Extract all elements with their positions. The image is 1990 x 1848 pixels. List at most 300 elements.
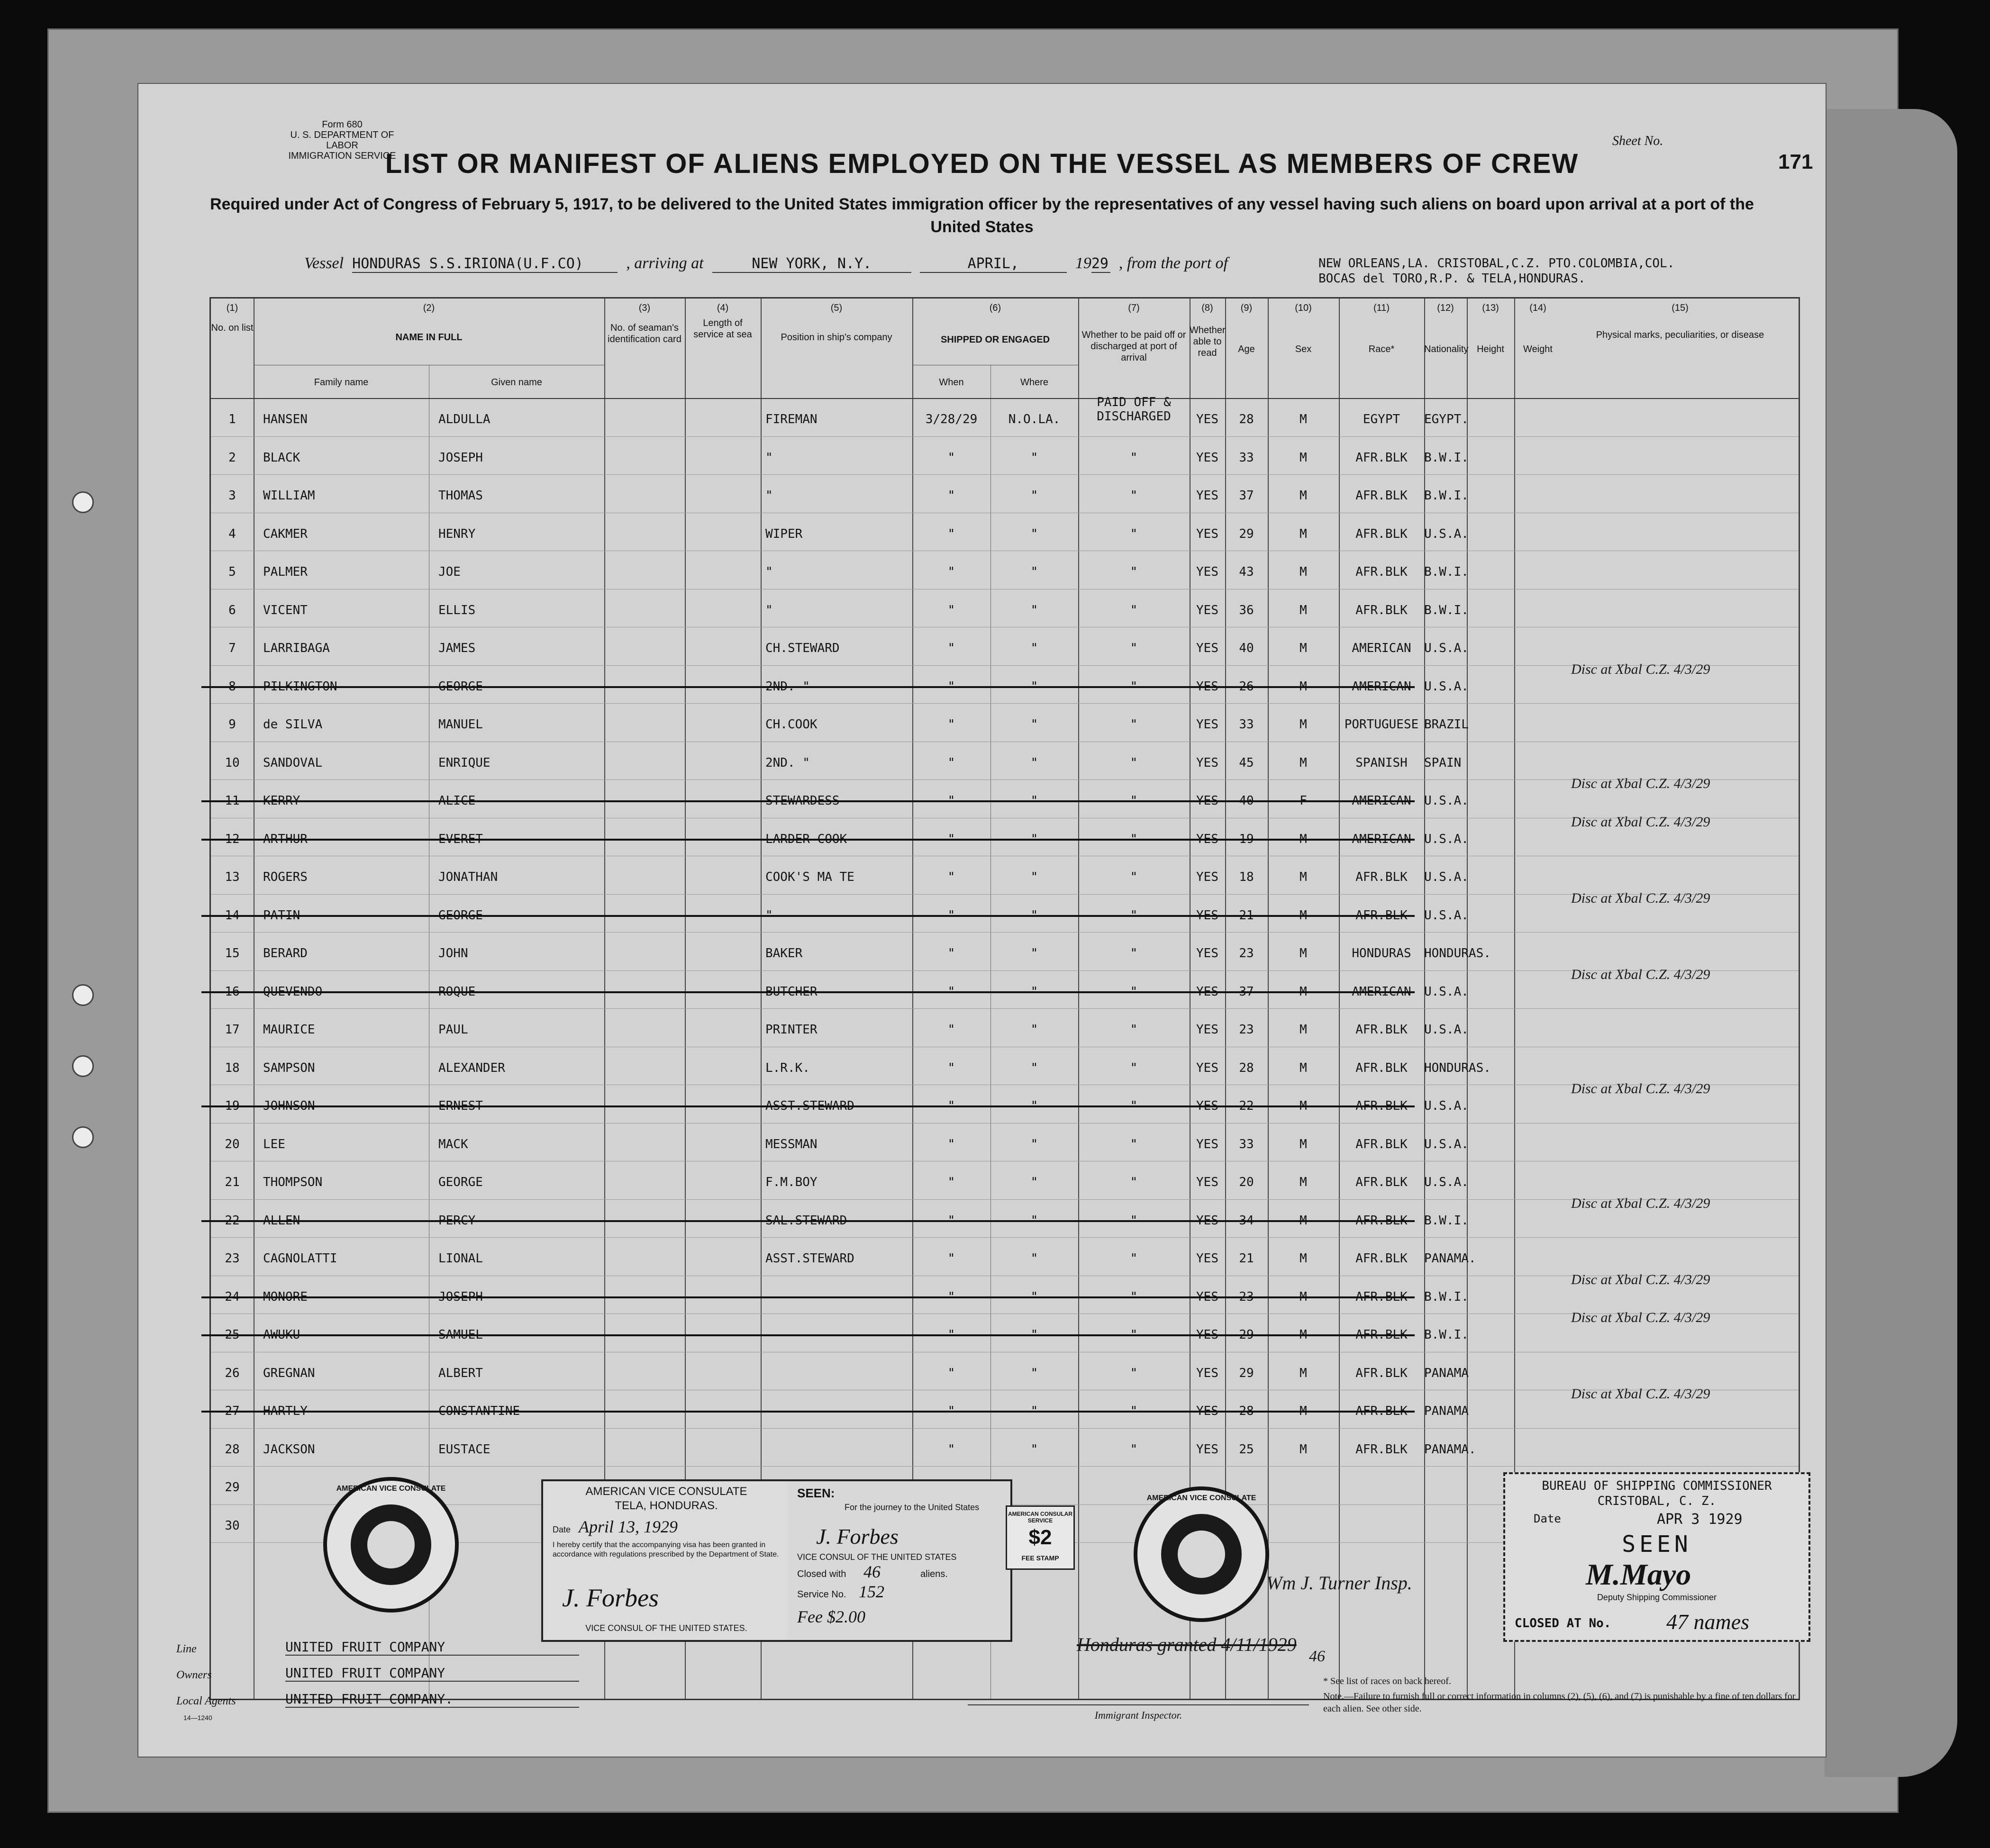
table-row xyxy=(211,1047,1799,1085)
table-row xyxy=(211,932,1799,970)
position: FIREMAN xyxy=(765,412,818,426)
seen-signature: J. Forbes xyxy=(816,1524,899,1549)
position: ASST.STEWARD xyxy=(765,1251,854,1266)
able-to-read: YES xyxy=(1196,755,1218,770)
race: EGYPT xyxy=(1363,412,1400,426)
nationality: PANAMA xyxy=(1424,1404,1469,1418)
age: 29 xyxy=(1239,1366,1254,1380)
closed-with-label: Closed with xyxy=(797,1569,846,1579)
paid-off: " xyxy=(1130,946,1138,960)
nationality: B.W.I. xyxy=(1424,450,1469,465)
table-row xyxy=(211,1237,1799,1275)
row-number: 30 xyxy=(225,1518,240,1533)
consulate-date-label: Date xyxy=(553,1525,571,1534)
position: " xyxy=(765,908,773,923)
given-name: ALBERT xyxy=(438,1366,483,1380)
shipped-when: " xyxy=(947,717,955,732)
race: AMERICAN xyxy=(1352,794,1411,808)
shipped-when: " xyxy=(947,984,955,999)
nationality: B.W.I. xyxy=(1424,565,1469,579)
seal-text-left: AMERICAN VICE CONSULATE xyxy=(336,1485,446,1493)
given-name: EVERET xyxy=(438,832,483,846)
col-10-number: (10) xyxy=(1295,303,1312,313)
col-14-number: (14) xyxy=(1529,303,1546,313)
nationality: U.S.A. xyxy=(1424,984,1469,999)
shipped-when: " xyxy=(947,603,955,617)
age: 28 xyxy=(1239,412,1254,426)
bureau-seen: SEEN xyxy=(1622,1531,1692,1558)
col-where: Where xyxy=(1020,377,1048,388)
given-name: JOSEPH xyxy=(438,1289,483,1304)
row-number: 17 xyxy=(225,1023,240,1037)
row-number: 24 xyxy=(225,1289,240,1304)
position: WIPER xyxy=(765,526,803,541)
family-name: HANSEN xyxy=(263,412,308,426)
discharge-remark: Disc at Xbal C.Z. 4/3/29 xyxy=(1571,1310,1710,1325)
shipping-commissioner-stamp xyxy=(1503,1472,1810,1642)
position: STEWARDESS xyxy=(765,794,840,808)
paid-off: " xyxy=(1130,832,1138,846)
family-name: HARTLY xyxy=(263,1404,308,1418)
row-number: 16 xyxy=(225,984,240,999)
able-to-read: YES xyxy=(1196,1099,1218,1113)
row-number: 12 xyxy=(225,832,240,846)
given-name: ELLIS xyxy=(438,603,476,617)
position: " xyxy=(765,565,773,579)
table-row xyxy=(211,894,1799,932)
age: 33 xyxy=(1239,717,1254,732)
family-name: MAURICE xyxy=(263,1023,315,1037)
nationality: BRAZIL xyxy=(1424,717,1469,732)
fee-stamp xyxy=(1006,1505,1075,1570)
row-number: 9 xyxy=(228,717,236,732)
able-to-read: YES xyxy=(1196,1213,1218,1228)
family-name: MONORE xyxy=(263,1289,308,1304)
given-name: JOHN xyxy=(438,946,468,960)
agents-value: UNITED FRUIT COMPANY. xyxy=(285,1691,579,1708)
race: AMERICAN xyxy=(1352,984,1411,999)
sex: M xyxy=(1299,412,1307,426)
paid-off: " xyxy=(1130,450,1138,465)
race: AFR.BLK xyxy=(1355,870,1408,884)
able-to-read: YES xyxy=(1196,1137,1218,1151)
family-name: SANDOVAL xyxy=(263,755,323,770)
table-row xyxy=(211,856,1799,894)
manifest-page xyxy=(137,83,1826,1757)
row-number: 13 xyxy=(225,870,240,884)
family-name: LARRIBAGA xyxy=(263,641,330,655)
shipped-when: " xyxy=(947,1328,955,1342)
races-note: * See list of races on back hereof. xyxy=(1323,1676,1451,1686)
race: AFR.BLK xyxy=(1355,603,1408,617)
family-name: KERRY xyxy=(263,794,300,808)
able-to-read: YES xyxy=(1196,603,1218,617)
col-age: Age xyxy=(1238,344,1255,354)
discharge-remark: Disc at Xbal C.Z. 4/3/29 xyxy=(1571,1386,1710,1402)
given-name: THOMAS xyxy=(438,489,483,503)
table-row xyxy=(211,970,1799,1008)
paid-off: " xyxy=(1130,794,1138,808)
discharge-remark: Disc at Xbal C.Z. 4/3/29 xyxy=(1571,1271,1710,1287)
form-code: 14—1240 xyxy=(183,1714,212,1721)
commissioner-signature: M.Mayo xyxy=(1586,1558,1691,1591)
row-number: 21 xyxy=(225,1175,240,1189)
shipped-when: " xyxy=(947,832,955,846)
age: 43 xyxy=(1239,565,1254,579)
sex: M xyxy=(1299,1099,1307,1113)
sex: M xyxy=(1299,489,1307,503)
paid-off: " xyxy=(1130,1442,1138,1457)
race: AFR.BLK xyxy=(1355,1328,1408,1342)
col-when: When xyxy=(939,377,964,388)
shipped-where: " xyxy=(1030,1328,1038,1342)
discharge-remark: Disc at Xbal C.Z. 4/3/29 xyxy=(1571,1195,1710,1211)
table-row xyxy=(211,1390,1799,1428)
shipped-where: N.O.LA. xyxy=(1008,412,1061,426)
shipped-when: " xyxy=(947,908,955,923)
fee-stamp-bottom: FEE STAMP xyxy=(1021,1554,1059,1562)
line-label: Line xyxy=(176,1643,197,1655)
shipped-where: " xyxy=(1030,717,1038,732)
row-number: 22 xyxy=(225,1213,240,1228)
able-to-read: YES xyxy=(1196,984,1218,999)
table-row xyxy=(211,1085,1799,1123)
closed-unit: aliens. xyxy=(920,1569,948,1579)
family-name: de SILVA xyxy=(263,717,323,732)
row-number: 7 xyxy=(228,641,236,655)
inspector-signature-line xyxy=(968,1704,1309,1705)
sex: M xyxy=(1299,1060,1307,1075)
given-name: GEORGE xyxy=(438,679,483,694)
sex: M xyxy=(1299,870,1307,884)
sex: M xyxy=(1299,1366,1307,1380)
able-to-read: YES xyxy=(1196,412,1218,426)
family-name: VICENT xyxy=(263,603,308,617)
shipped-where: " xyxy=(1030,794,1038,808)
shipped-when: " xyxy=(947,870,955,884)
age: 45 xyxy=(1239,755,1254,770)
age: 28 xyxy=(1239,1060,1254,1075)
col-paid-off: Whether to be paid off or discharged at port of arrival xyxy=(1081,330,1186,363)
shipped-when: " xyxy=(947,1442,955,1457)
discharge-remark: Disc at Xbal C.Z. 4/3/29 xyxy=(1571,1081,1710,1096)
agents-label: Local Agents xyxy=(176,1695,236,1707)
age: 22 xyxy=(1239,1099,1254,1113)
given-name: GEORGE xyxy=(438,908,483,923)
age: 25 xyxy=(1239,1442,1254,1457)
nationality: U.S.A. xyxy=(1424,794,1469,808)
family-name: SAMPSON xyxy=(263,1060,315,1075)
age: 21 xyxy=(1239,908,1254,923)
given-name: LIONAL xyxy=(438,1251,483,1266)
shipped-when: " xyxy=(947,1289,955,1304)
shipped-where: " xyxy=(1030,1137,1038,1151)
sex: M xyxy=(1299,1289,1307,1304)
consul-title: VICE CONSUL OF THE UNITED STATES. xyxy=(585,1623,747,1633)
age: 23 xyxy=(1239,1023,1254,1037)
able-to-read: YES xyxy=(1196,641,1218,655)
sex: M xyxy=(1299,908,1307,923)
shipped-where: " xyxy=(1030,489,1038,503)
able-to-read: YES xyxy=(1196,1366,1218,1380)
position: F.M.BOY xyxy=(765,1175,818,1189)
able-to-read: YES xyxy=(1196,832,1218,846)
shipped-where: " xyxy=(1030,1175,1038,1189)
family-name: ROGERS xyxy=(263,870,308,884)
sex: M xyxy=(1299,641,1307,655)
row-number: 19 xyxy=(225,1099,240,1113)
paid-off: " xyxy=(1130,1289,1138,1304)
able-to-read: YES xyxy=(1196,526,1218,541)
line-value: UNITED FRUIT COMPANY xyxy=(285,1639,579,1656)
vessel-label: Vessel xyxy=(304,254,344,272)
able-to-read: YES xyxy=(1196,1328,1218,1342)
race: PORTUGUESE xyxy=(1344,717,1419,732)
given-name: JOSEPH xyxy=(438,450,483,465)
table-row xyxy=(211,395,1799,436)
sex: M xyxy=(1299,565,1307,579)
nationality: U.S.A. xyxy=(1424,641,1469,655)
row-number: 28 xyxy=(225,1442,240,1457)
able-to-read: YES xyxy=(1196,946,1218,960)
ports-line-1: NEW ORLEANS,LA. CRISTOBAL,C.Z. PTO.COLOMBIA,COL. xyxy=(1318,256,1675,271)
table-row xyxy=(211,742,1799,779)
paid-off: " xyxy=(1130,679,1138,694)
nationality: B.W.I. xyxy=(1424,1289,1469,1304)
race: AFR.BLK xyxy=(1355,1213,1408,1228)
voyage-line xyxy=(304,254,1228,273)
closed-at-label: CLOSED AT No. xyxy=(1515,1616,1611,1631)
age: 33 xyxy=(1239,450,1254,465)
discharge-remark: Disc at Xbal C.Z. 4/3/29 xyxy=(1571,890,1710,906)
given-name: GEORGE xyxy=(438,1175,483,1189)
nationality: SPAIN xyxy=(1424,755,1462,770)
row-number: 29 xyxy=(225,1480,240,1495)
row-number: 15 xyxy=(225,946,240,960)
race: AMERICAN xyxy=(1352,641,1411,655)
sex: M xyxy=(1299,1251,1307,1266)
race: AFR.BLK xyxy=(1355,1442,1408,1457)
table-row xyxy=(211,1161,1799,1199)
given-name: JONATHAN xyxy=(438,870,498,884)
paid-off: " xyxy=(1130,984,1138,999)
row-number: 1 xyxy=(228,412,236,426)
shipped-where: " xyxy=(1030,1023,1038,1037)
discharge-remark: Disc at Xbal C.Z. 4/3/29 xyxy=(1571,776,1710,791)
race: AFR.BLK xyxy=(1355,565,1408,579)
sex: M xyxy=(1299,603,1307,617)
paid-off: " xyxy=(1130,870,1138,884)
sex: M xyxy=(1299,1213,1307,1228)
shipped-when: " xyxy=(947,526,955,541)
nationality: U.S.A. xyxy=(1424,1099,1469,1113)
row-number: 3 xyxy=(228,489,236,503)
col-weight: Weight xyxy=(1523,344,1553,354)
table-row xyxy=(211,627,1799,665)
shipped-where: " xyxy=(1030,565,1038,579)
consulate-place: TELA, HONDURAS. xyxy=(615,1499,718,1512)
page-title: LIST OR MANIFEST OF ALIENS EMPLOYED ON THE VESSEL AS MEMBERS OF CREW xyxy=(385,148,1579,179)
table-row xyxy=(211,1199,1799,1237)
closed-with-value: 46 xyxy=(863,1562,881,1581)
sex: M xyxy=(1299,832,1307,846)
family-name: LEE xyxy=(263,1137,285,1151)
shipped-when: " xyxy=(947,1060,955,1075)
sex: M xyxy=(1299,1442,1307,1457)
nationality: PANAMA xyxy=(1424,1366,1469,1380)
shipped-when: " xyxy=(947,1366,955,1380)
col-1-number: (1) xyxy=(226,303,238,313)
age: 34 xyxy=(1239,1213,1254,1228)
eagle-emblem-icon xyxy=(367,1521,415,1568)
col-length-service: Length of service at sea xyxy=(693,318,752,340)
shipped-when: " xyxy=(947,946,955,960)
family-name: AWUKU xyxy=(263,1328,300,1342)
sex: M xyxy=(1299,1023,1307,1037)
shipped-when: " xyxy=(947,641,955,655)
nationality: U.S.A. xyxy=(1424,526,1469,541)
col-position: Position in ship's company xyxy=(781,332,892,343)
shipped-where: " xyxy=(1030,1404,1038,1418)
race: AFR.BLK xyxy=(1355,1175,1408,1189)
given-name: ROQUE xyxy=(438,984,476,999)
sex: M xyxy=(1299,450,1307,465)
nationality: HONDURAS. xyxy=(1424,1060,1491,1075)
back-page-edge xyxy=(1825,109,1957,1777)
shipped-when: " xyxy=(947,679,955,694)
page-hole xyxy=(72,1126,94,1148)
inspector-label: Immigrant Inspector. xyxy=(1094,1709,1182,1721)
page-hole xyxy=(72,491,94,513)
race: AFR.BLK xyxy=(1355,489,1408,503)
race: AFR.BLK xyxy=(1355,1289,1408,1304)
position: 2ND. " xyxy=(765,755,810,770)
race: AFR.BLK xyxy=(1355,908,1408,923)
position: ASST.STEWARD xyxy=(765,1099,854,1113)
row-number: 4 xyxy=(228,526,236,541)
nationality: B.W.I. xyxy=(1424,603,1469,617)
sheet-number: 171 xyxy=(1778,150,1813,173)
race: AFR.BLK xyxy=(1355,1023,1408,1037)
shipped-when: " xyxy=(947,794,955,808)
paid-off: " xyxy=(1130,1251,1138,1266)
nationality: U.S.A. xyxy=(1424,679,1469,694)
race: AFR.BLK xyxy=(1355,1060,1408,1075)
table-row xyxy=(211,779,1799,817)
col-no-on-list: No. on list xyxy=(211,323,254,333)
table-row xyxy=(211,665,1799,703)
paid-off: " xyxy=(1130,1213,1138,1228)
sex: M xyxy=(1299,1137,1307,1151)
table-row xyxy=(211,551,1799,589)
shipped-when: " xyxy=(947,1023,955,1037)
family-name: PILKINGTON xyxy=(263,679,337,694)
arriving-label: , arriving at xyxy=(626,254,704,272)
given-name: ALDULLA xyxy=(438,412,491,426)
paid-off: " xyxy=(1130,603,1138,617)
col-7-number: (7) xyxy=(1128,303,1140,313)
race: AFR.BLK xyxy=(1355,1251,1408,1266)
strike-through-line xyxy=(201,686,1415,688)
row-number: 26 xyxy=(225,1366,240,1380)
col-12-number: (12) xyxy=(1437,303,1454,313)
nationality: B.W.I. xyxy=(1424,1213,1469,1228)
col-sex: Sex xyxy=(1295,344,1312,354)
col-5-number: (5) xyxy=(830,303,843,313)
able-to-read: YES xyxy=(1196,1404,1218,1418)
row-number: 2 xyxy=(228,450,236,465)
strike-through-line xyxy=(201,839,1415,841)
age: 29 xyxy=(1239,526,1254,541)
shipped-when: " xyxy=(947,565,955,579)
shipped-where: " xyxy=(1030,908,1038,923)
family-name: JOHNSON xyxy=(263,1099,315,1113)
paid-off: " xyxy=(1130,1023,1138,1037)
paid-off: " xyxy=(1130,1404,1138,1418)
given-name: CONSTANTINE xyxy=(438,1404,520,1418)
vice-consul-label: VICE CONSUL OF THE UNITED STATES xyxy=(797,1552,957,1562)
position: MESSMAN xyxy=(765,1137,818,1151)
shipped-where: " xyxy=(1030,946,1038,960)
able-to-read: YES xyxy=(1196,489,1218,503)
position: PRINTER xyxy=(765,1023,818,1037)
able-to-read: YES xyxy=(1196,717,1218,732)
paid-off: PAID OFF & DISCHARGED xyxy=(1097,395,1171,424)
nationality: B.W.I. xyxy=(1424,489,1469,503)
race: HONDURAS xyxy=(1352,946,1411,960)
table-row xyxy=(211,1008,1799,1046)
bureau-date: APR 3 1929 xyxy=(1657,1511,1743,1528)
struck-grant-number: 46 xyxy=(1309,1648,1325,1665)
age: 19 xyxy=(1239,832,1254,846)
shipped-where: " xyxy=(1030,1213,1038,1228)
consulate-stamp xyxy=(541,1479,791,1642)
position: L.R.K. xyxy=(765,1060,810,1075)
row-number: 10 xyxy=(225,755,240,770)
journey-text: For the journey to the United States xyxy=(845,1503,980,1512)
sex: M xyxy=(1299,984,1307,999)
table-row xyxy=(211,818,1799,856)
shipped-where: " xyxy=(1030,1366,1038,1380)
row-number: 8 xyxy=(228,679,236,694)
shipped-where: " xyxy=(1030,641,1038,655)
consulate-seal-left xyxy=(323,1477,459,1612)
fee-value: Fee $2.00 xyxy=(797,1607,865,1626)
col-shipped: SHIPPED OR ENGAGED xyxy=(940,335,1050,345)
shipped-when: " xyxy=(947,1137,955,1151)
race: AMERICAN xyxy=(1352,679,1411,694)
race: AFR.BLK xyxy=(1355,1099,1408,1113)
race: AFR.BLK xyxy=(1355,1366,1408,1380)
row-number: 27 xyxy=(225,1404,240,1418)
position: CH.COOK xyxy=(765,717,818,732)
able-to-read: YES xyxy=(1196,1175,1218,1189)
shipped-when: " xyxy=(947,1404,955,1418)
arrival-month: APRIL, xyxy=(920,255,1067,273)
position: " xyxy=(765,450,773,465)
family-name: BERARD xyxy=(263,946,308,960)
family-name: CAGNOLATTI xyxy=(263,1251,337,1266)
page-hole xyxy=(72,984,94,1006)
col-15-number: (15) xyxy=(1672,303,1689,313)
col-3-number: (3) xyxy=(638,303,651,313)
shipped-when: " xyxy=(947,1251,955,1266)
from-label: , from the port of xyxy=(1118,254,1228,272)
service: IMMIGRATION SERVICE xyxy=(288,151,396,161)
nationality: EGYPT. xyxy=(1424,412,1469,426)
fee-stamp-value: $2 xyxy=(1028,1526,1052,1549)
table-row xyxy=(211,1352,1799,1390)
